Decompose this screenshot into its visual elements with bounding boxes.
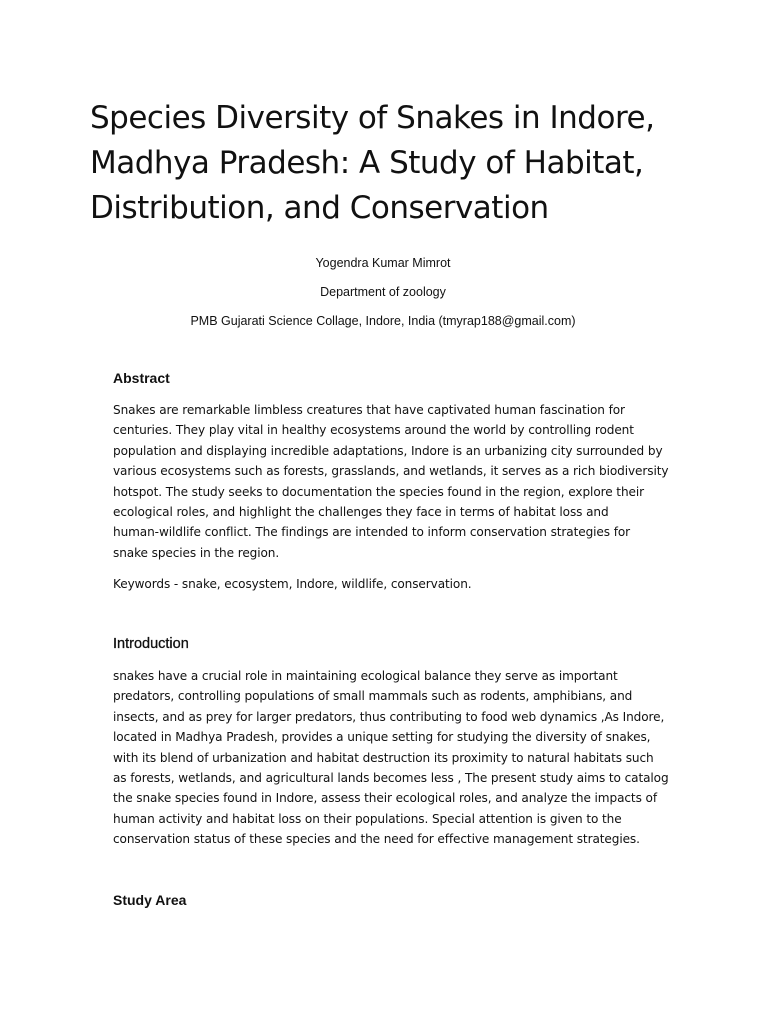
abstract-line: centuries. They play vital in healthy ecosystems around the world by controlling rodent xyxy=(113,423,634,438)
title-line: Distribution, and Conservation xyxy=(90,190,549,226)
introduction-line: predators, controlling populations of small mammals such as rodents, amphibians, and xyxy=(113,689,633,704)
abstract-line: human-wildlife conflict. The findings are intended to inform conservation strategies for xyxy=(113,525,631,540)
author-affiliation: PMB Gujarati Science Collage, Indore, India (tmyrap188@gmail.com) xyxy=(190,314,576,328)
abstract-line: snake species in the region. xyxy=(113,545,280,560)
abstract-line: population and displaying incredible adaptations, Indore is an urbanizing city surrounded by xyxy=(113,443,663,458)
introduction-paragraph xyxy=(113,666,673,850)
keywords-line: Keywords - snake, ecosystem, Indore, wildlife, conservation. xyxy=(113,577,472,591)
abstract-line: Snakes are remarkable limbless creatures that have captivated human fascination for xyxy=(113,403,625,417)
introduction-line: insects, and as prey for larger predators, thus contributing to food web dynamics ,As Indore, xyxy=(113,709,665,724)
introduction-heading: Introduction xyxy=(113,636,189,652)
study-area-heading: Study Area xyxy=(113,892,187,908)
abstract-line: various ecosystems such as forests, grasslands, and wetlands, it serves as a rich biodiversity xyxy=(113,464,669,479)
author-department: Department of zoology xyxy=(320,285,446,299)
introduction-line: located in Madhya Pradesh, provides a unique setting for studying the diversity of snakes, xyxy=(113,730,651,745)
abstract-line: ecological roles, and highlight the challenges they face in terms of habitat loss and xyxy=(113,505,609,520)
introduction-line: conservation status of these species and the need for effective management strategies. xyxy=(113,832,640,847)
paper-title xyxy=(90,96,690,231)
title-line: Madhya Pradesh: A Study of Habitat, xyxy=(90,145,644,181)
introduction-line: as forests, wetlands, and agricultural lands becomes less , The present study aims to catalog xyxy=(113,771,669,786)
author-name: Yogendra Kumar Mimrot xyxy=(315,256,451,270)
keywords xyxy=(113,574,673,594)
abstract-paragraph xyxy=(113,400,673,563)
abstract-heading: Abstract xyxy=(113,370,170,386)
introduction-line: the snake species found in Indore, assess their ecological roles, and analyze the impacts of xyxy=(113,791,657,806)
introduction-line: snakes have a crucial role in maintaining ecological balance they serve as important xyxy=(113,669,618,683)
abstract-line: hotspot. The study seeks to documentation the species found in the region, explore their xyxy=(113,484,644,499)
title-line: Species Diversity of Snakes in Indore, xyxy=(90,100,655,136)
introduction-line: with its blend of urbanization and habitat destruction its proximity to natural habitats such xyxy=(113,750,654,765)
introduction-line: human activity and habitat loss on their populations. Special attention is given to the xyxy=(113,811,622,826)
